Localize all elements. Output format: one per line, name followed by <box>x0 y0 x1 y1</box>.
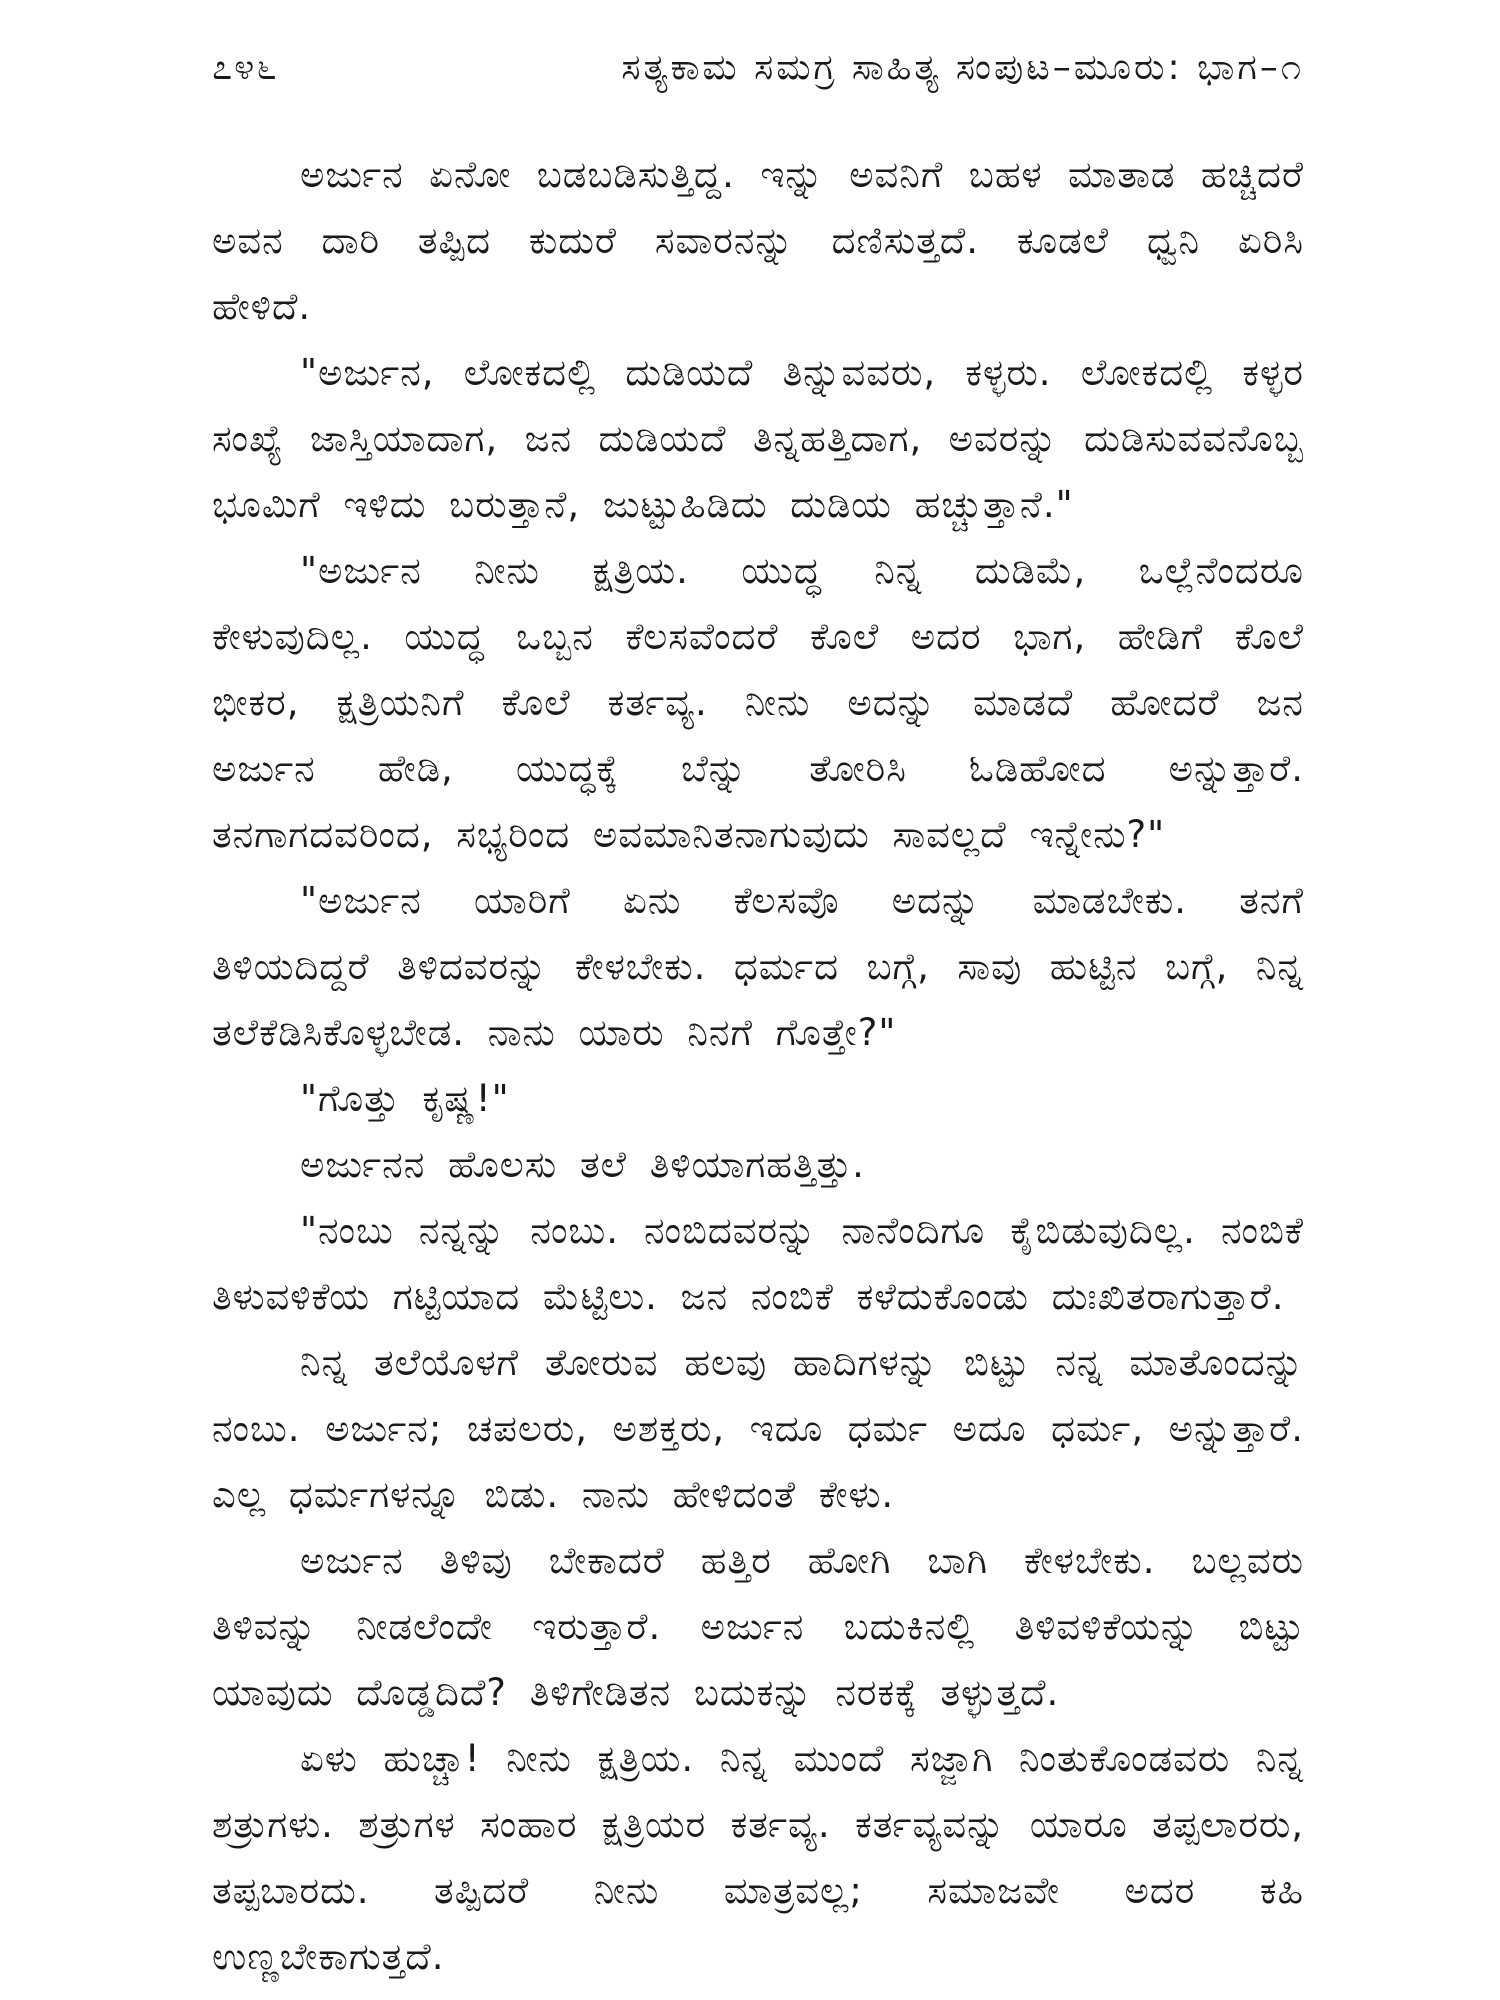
body-text <box>212 142 1304 1990</box>
paragraph: "ನಂಬು ನನ್ನನ್ನು ನಂಬು. ನಂಬಿದವರನ್ನು ನಾನೆಂದಿಗೂ ಕೈಬಿಡುವುದಿಲ್ಲ. ನಂಬಿಕೆ ತಿಳುವಳಿಕೆಯ ಗಟ್ಟಿಯಾದ ಮೆಟ್ಟಿಲು. ಜನ ನಂಬಿಕೆ ಕಳೆದುಕೊಂಡು ದುಃಖಿತರಾಗುತ್ತಾರೆ. <box>212 1209 1304 1318</box>
paragraph: ಅರ್ಜುನನ ಹೊಲಸು ತಲೆ ತಿಳಿಯಾಗಹತ್ತಿತ್ತು. <box>300 1143 865 1186</box>
paragraph: "ಅರ್ಜುನ ಯಾರಿಗೆ ಏನು ಕೆಲಸವೊ ಅದನ್ನು ಮಾಡಬೇಕು. ತನಗೆ ತಿಳಿಯದಿದ್ದರೆ ತಿಳಿದವರನ್ನು ಕೇಳಬೇಕು. ಧರ್ಮದ ಬಗ್ಗೆ, ಸಾವು ಹುಟ್ಟಿನ ಬಗ್ಗೆ, ನಿನ್ನ ತಲೆಕೆಡಿಸಿಕೊಳ್ಳಬೇಡ. ನಾನು ಯಾರು ನಿನಗೆ ಗೊತ್ತೇ?" <box>212 879 1304 1054</box>
paragraph: ಅರ್ಜುನ ತಿಳಿವು ಬೇಕಾದರೆ ಹತ್ತಿರ ಹೋಗಿ ಬಾಗಿ ಕೇಳಬೇಕು. ಬಲ್ಲವರು ತಿಳಿವನ್ನು ನೀಡಲೆಂದೇ ಇರುತ್ತಾರೆ. ಅರ್ಜುನ ಬದುಕಿನಲ್ಲಿ ತಿಳಿವಳಿಕೆಯನ್ನು ಬಿಟ್ಟು ಯಾವುದು ದೊಡ್ಡದಿದೆ? ತಿಳಿಗೇಡಿತನ ಬದುಕನ್ನು ನರಕಕ್ಕೆ ತಳ್ಳುತ್ತದೆ. <box>212 1539 1304 1714</box>
paragraph: ನಿನ್ನ ತಲೆಯೊಳಗೆ ತೋರುವ ಹಲವು ಹಾದಿಗಳನ್ನು ಬಿಟ್ಟು ನನ್ನ ಮಾತೊಂದನ್ನು ನಂಬು. ಅರ್ಜುನ; ಚಪಲರು, ಅಶಕ್ತರು, ಇದೂ ಧರ್ಮ ಅದೂ ಧರ್ಮ, ಅನ್ನುತ್ತಾರೆ. ಎಲ್ಲ ಧರ್ಮಗಳನ್ನೂ ಬಿಡು. ನಾನು ಹೇಳಿದಂತೆ ಕೇಳು. <box>212 1341 1304 1516</box>
paragraph: "ಅರ್ಜುನ, ಲೋಕದಲ್ಲಿ ದುಡಿಯದೆ ತಿನ್ನುವವರು, ಕಳ್ಳರು. ಲೋಕದಲ್ಲಿ ಕಳ್ಳರ ಸಂಖ್ಯೆ ಜಾಸ್ತಿಯಾದಾಗ, ಜನ ದುಡಿಯದೆ ತಿನ್ನಹತ್ತಿದಾಗ, ಅವರನ್ನು ದುಡಿಸುವವನೊಬ್ಬ ಭೂಮಿಗೆ ಇಳಿದು ಬರುತ್ತಾನೆ, ಜುಟ್ಟುಹಿಡಿದು ದುಡಿಯ ಹಚ್ಚುತ್ತಾನೆ." <box>212 351 1304 526</box>
paragraph: ಏಳು ಹುಚ್ಚಾ! ನೀನು ಕ್ಷತ್ರಿಯ. ನಿನ್ನ ಮುಂದೆ ಸಜ್ಜಾಗಿ ನಿಂತುಕೊಂಡವರು ನಿನ್ನ ಶತ್ರುಗಳು. ಶತ್ರುಗಳ ಸಂಹಾರ ಕ್ಷತ್ರಿಯರ ಕರ್ತವ್ಯ. ಕರ್ತವ್ಯವನ್ನು ಯಾರೂ ತಪ್ಪಲಾರರು, ತಪ್ಪಬಾರದು. ತಪ್ಪಿದರೆ ನೀನು ಮಾತ್ರವಲ್ಲ; ಸಮಾಜವೇ ಅದರ ಕಹಿ ಉಣ್ಣಬೇಕಾಗುತ್ತದೆ. <box>212 1737 1304 1978</box>
paragraph: "ಅರ್ಜುನ ನೀನು ಕ್ಷತ್ರಿಯ. ಯುದ್ಧ ನಿನ್ನ ದುಡಿಮೆ, ಒಲ್ಲೆನೆಂದರೂ ಕೇಳುವುದಿಲ್ಲ. ಯುದ್ಧ ಒಬ್ಬನ ಕೆಲಸವೆಂದರೆ ಕೊಲೆ ಅದರ ಭಾಗ, ಹೇಡಿಗೆ ಕೊಲೆ ಭೀಕರ, ಕ್ಷತ್ರಿಯನಿಗೆ ಕೊಲೆ ಕರ್ತವ್ಯ. ನೀನು ಅದನ್ನು ಮಾಡದೆ ಹೋದರೆ ಜನ ಅರ್ಜುನ ಹೇಡಿ, ಯುದ್ಧಕ್ಕೆ ಬೆನ್ನು ತೋರಿಸಿ ಓಡಿಹೋದ ಅನ್ನುತ್ತಾರೆ. ತನಗಾಗದವರಿಂದ, ಸಭ್ಯರಿಂದ ಅವಮಾನಿತನಾಗುವುದು ಸಾವಲ್ಲದೆ ಇನ್ನೇನು?" <box>212 549 1304 856</box>
paragraph: ಅರ್ಜುನ ಏನೋ ಬಡಬಡಿಸುತ್ತಿದ್ದ. ಇನ್ನು ಅವನಿಗೆ ಬಹಳ ಮಾತಾಡ ಹಚ್ಚಿದರೆ ಅವನ ದಾರಿ ತಪ್ಪಿದ ಕುದುರೆ ಸವಾರನನ್ನು ದಣಿಸುತ್ತದೆ. ಕೂಡಲೆ ಧ್ವನಿ ಏರಿಸಿ ಹೇಳಿದೆ. <box>212 153 1304 328</box>
page-header <box>212 38 1304 98</box>
page-number: ೭೪೬ <box>212 47 279 88</box>
paragraph: "ಗೊತ್ತು ಕೃಷ್ಣ!" <box>300 1077 510 1120</box>
running-title: ಸತ್ಯಕಾಮ ಸಮಗ್ರ ಸಾಹಿತ್ಯ ಸಂಪುಟ–ಮೂರು: ಭಾಗ–೧ <box>621 47 1304 88</box>
